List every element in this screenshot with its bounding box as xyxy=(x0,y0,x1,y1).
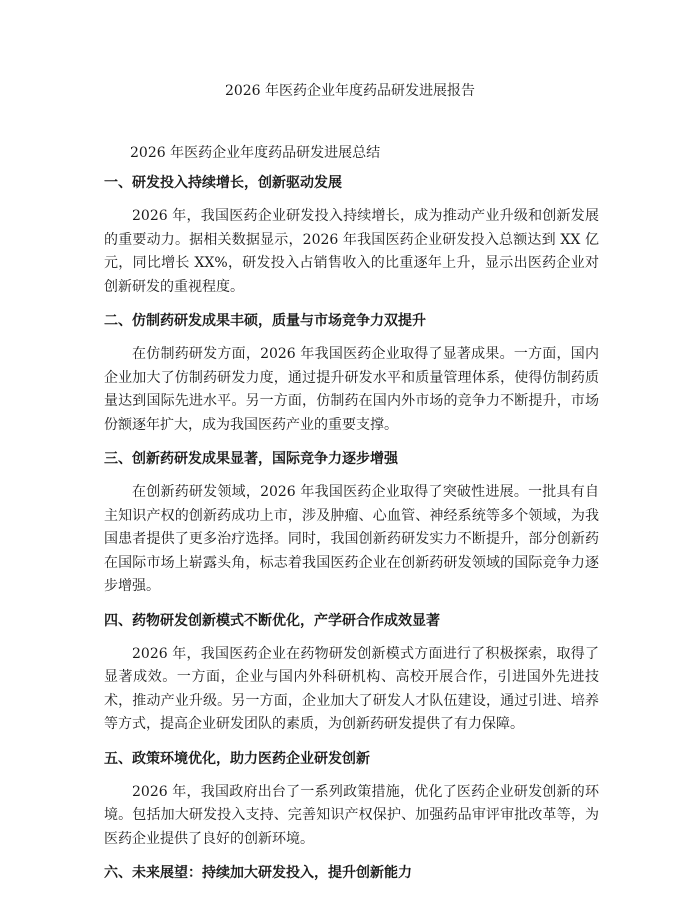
section-1 xyxy=(104,172,599,310)
section-paragraph: 在创新药研发领域，2026 年我国医药企业取得了突破性进展。一批具有自主知识产权的创新药成功上市，涉及肿瘤、心血管、神经系统等多个领域，为我国患者提供了更多治疗选择。同时，我国创新药研发实力不断提升，部分创新药在国际市场上崭露头角，标志着我国医药企业在创新药研发领域的国际竞争力逐步增强。 xyxy=(104,484,599,594)
section-heading: 一、研发投入持续增长，创新驱动发展 xyxy=(104,175,342,191)
document-content xyxy=(104,142,599,895)
section-heading: 三、创新药研发成果显著，国际竞争力逐步增强 xyxy=(104,451,398,467)
section-heading: 二、仿制药研发成果丰硕，质量与市场竞争力双提升 xyxy=(104,313,426,329)
section-heading: 四、药物研发创新模式不断优化，产学研合作成效显著 xyxy=(104,612,440,629)
section-heading: 五、政策环境优化，助力医药企业研发创新 xyxy=(104,750,370,767)
section-4 xyxy=(104,610,599,748)
section-5 xyxy=(104,748,599,863)
section-6 xyxy=(104,862,599,895)
document-subtitle: 2026 年医药企业年度药品研发进展总结 xyxy=(130,145,381,161)
section-heading: 六、未来展望：持续加大研发投入，提升创新能力 xyxy=(104,865,412,881)
section-paragraph: 2026 年，我国政府出台了一系列政策措施，优化了医药企业研发创新的环境。包括加大研发投入支持、完善知识产权保护、加强药品审评审批改革等，为医药企业提供了良好的创新环境。 xyxy=(104,783,599,847)
section-3 xyxy=(104,448,599,610)
section-paragraph: 在仿制药研发方面，2026 年我国医药企业取得了显著成果。一方面，国内企业加大了仿制药研发力度，通过提升研发水平和质量管理体系，使得仿制药质量达到国际先进水平。另一方面，仿制药在国内外市场的竞争力不断提升，市场份额逐年扩大，成为我国医药产业的重要支撑。 xyxy=(104,346,599,433)
section-paragraph: 2026 年，我国医药企业研发投入持续增长，成为推动产业升级和创新发展的重要动力。据相关数据显示，2026 年我国医药企业研发投入总额达到 XX 亿元，同比增长 XX%，研发投入占销售收入的比重逐年上升，显示出医药企业对创新研发的重视程度。 xyxy=(104,208,599,295)
section-2 xyxy=(104,310,599,448)
document-title: 2026 年医药企业年度药品研发进展报告 xyxy=(224,83,476,99)
section-paragraph: 2026 年，我国医药企业在药物研发创新模式方面进行了积极探索，取得了显著成效。一方面，企业与国内外科研机构、高校开展合作，引进国外先进技术，推动产业升级。另一方面，企业加大了研发人才队伍建设，通过引进、培养等方式，提高企业研发团队的素质，为创新药研发提供了有力保障。 xyxy=(104,645,599,732)
